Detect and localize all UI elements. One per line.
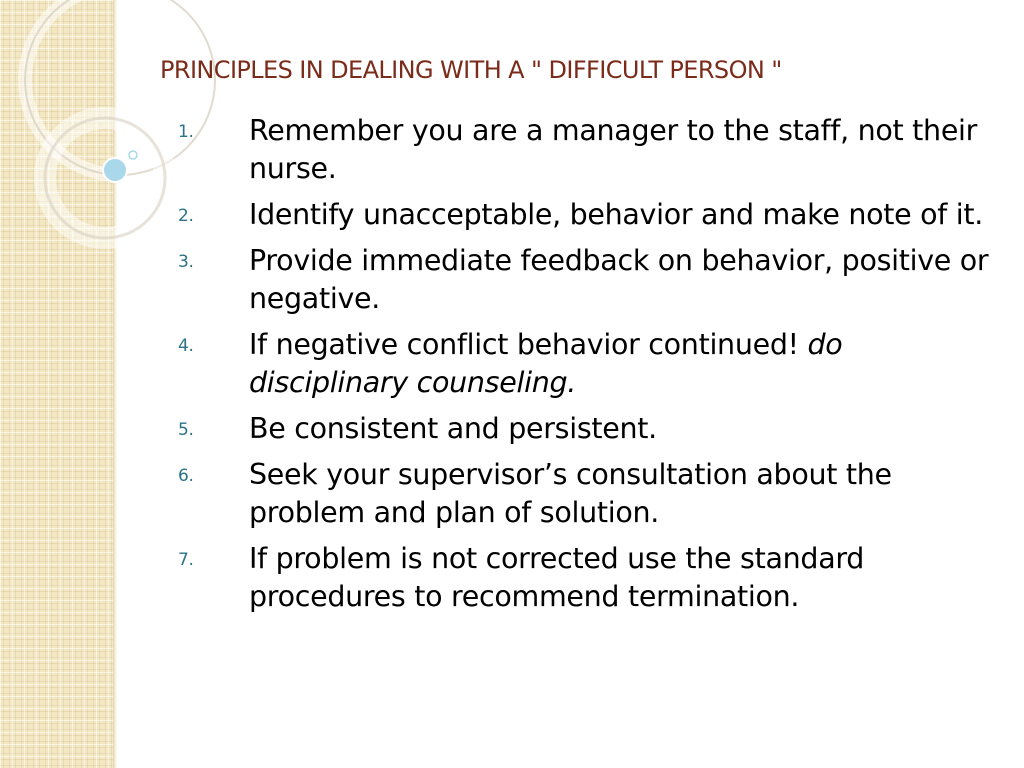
item-number: 7.: [178, 550, 194, 570]
list-item: [178, 410, 1008, 448]
item-number: 2.: [178, 206, 194, 226]
list-item: [178, 112, 1008, 188]
item-text: If problem is not corrected use the standard procedures to recommend termination.: [249, 542, 865, 613]
list-item: [178, 326, 1008, 402]
slide-title: PRINCIPLES IN DEALING WITH A " DIFFICULT PERSON ": [160, 56, 782, 84]
list-item: [178, 196, 1008, 234]
item-number: 4.: [178, 336, 194, 356]
list-item: [178, 456, 1008, 532]
list-item: [178, 540, 1008, 616]
item-text: Seek your supervisor’s consultation about the problem and plan of solution.: [249, 458, 892, 529]
item-text: If negative conflict behavior continued!: [249, 328, 808, 361]
item-number: 3.: [178, 252, 194, 272]
item-text: Provide immediate feedback on behavior, positive or negative.: [249, 244, 989, 315]
list-item: [178, 242, 1008, 318]
item-number: 1.: [178, 122, 194, 142]
item-number: 6.: [178, 466, 194, 486]
principles-list: [178, 112, 1008, 624]
item-text: Remember you are a manager to the staff, not their nurse.: [249, 114, 978, 185]
item-emphasis-text: do disciplinary counseling.: [249, 328, 843, 399]
item-text: Identify unacceptable, behavior and make note of it.: [249, 198, 983, 231]
item-number: 5.: [178, 420, 194, 440]
small-dot-icon: [129, 151, 137, 159]
item-text: Be consistent and persistent.: [249, 412, 657, 445]
bullet-dot-icon: [103, 158, 127, 182]
